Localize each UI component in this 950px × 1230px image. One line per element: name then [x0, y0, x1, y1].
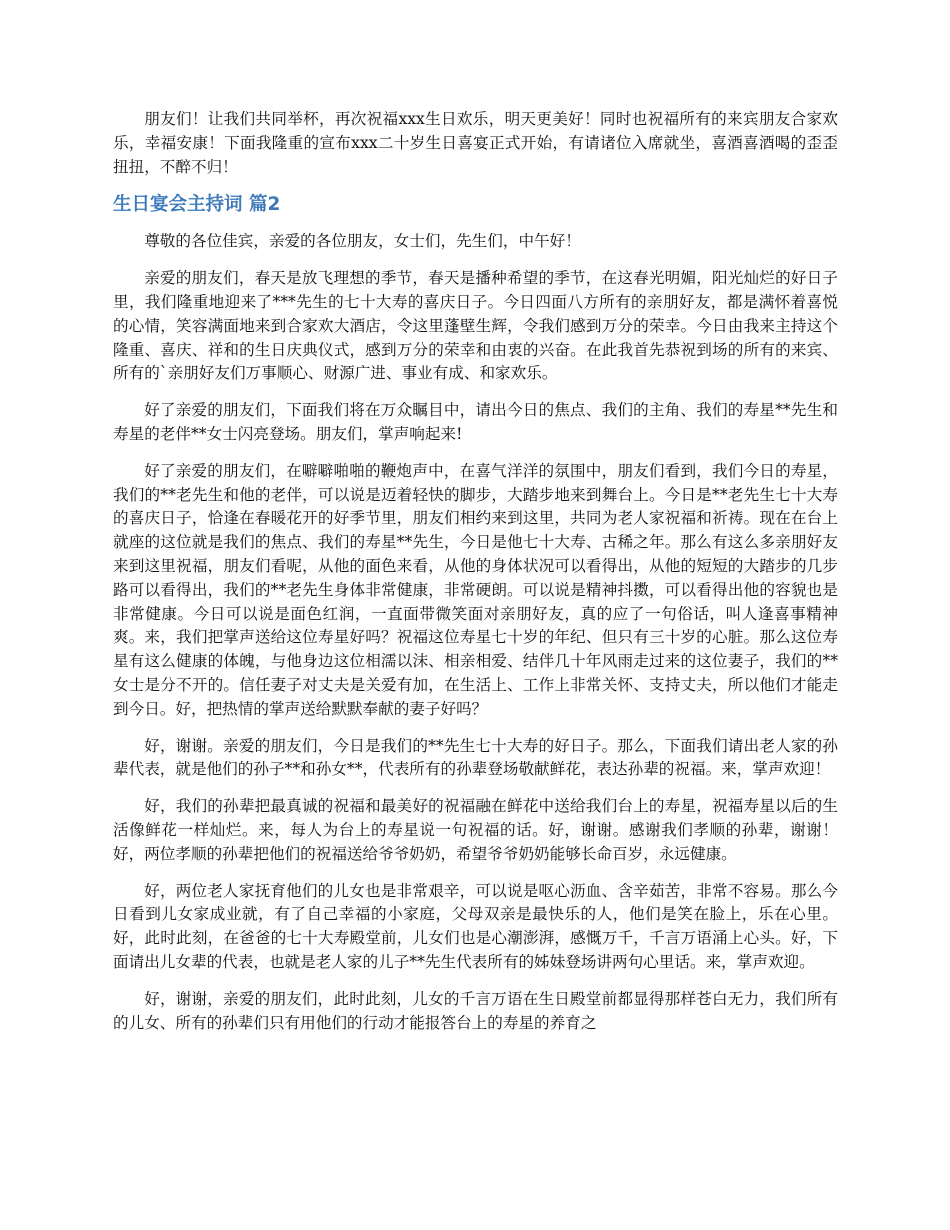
paragraph-closing: 好，谢谢，亲爱的朋友们，此时此刻，儿女的千言万语在生日殿堂前都显得那样苍白无力，我们所有的儿女、所有的孙辈们只有用他们的行动才能报答台上的寿星的养育之 — [113, 989, 838, 1032]
paragraph-introduce-guests: 好了亲爱的朋友们，下面我们将在万众瞩目中，请出今日的焦点、我们的主角、我们的寿星**先生和寿星的老伴**女士闪亮登场。朋友们，掌声响起来! — [113, 401, 838, 443]
paragraph-opening: 亲爱的朋友们，春天是放飞理想的季节，春天是播种希望的季节，在这春光明媚，阳光灿烂的好日子里，我们隆重地迎来了***先生的七十大寿的喜庆日子。今日四面八方所有的亲朋好友，都是满怀着喜悦的心情，笑容满面地来到合家欢大酒店，令这里蓬壁生辉，令我们感到万分的荣幸。今日由我来主持这个隆重、喜庆、祥和的生日庆典仪式，感到万分的荣幸和由衷的兴奋。在此我首先恭祝到场的所有的来宾、所有的`亲朋好友们万事顺心、财源广进、事业有成、和家欢乐。 — [113, 269, 838, 383]
document-body — [113, 108, 838, 1048]
paragraph-birthday-star: 好了亲爱的朋友们，在噼噼啪啪的鞭炮声中，在喜气洋洋的氛围中，朋友们看到，我们今日的寿星，我们的**老先生和他的老伴，可以说是迈着轻快的脚步，大踏步地来到舞台上。今日是**老先生七十大寿的喜庆日子，恰逢在春暖花开的好季节里，朋友们相约来到这里，共同为老人家祝福和祈祷。现在在台上就座的这位就是我们的焦点、我们的寿星**先生，今日是他七十大寿、古稀之年。那么有这么多亲朋好友来到这里祝福，朋友们看呢，从他的面色来看，从他的身体状况可以看得出，从他的短短的大踏步的几步路可以看得出，我们的**老先生身体非常健康，非常硬朗。可以说是精神抖擞，可以看得出他的容貌也是非常健康。今日可以说是面色红润，一直面带微笑面对亲朋好友，真的应了一句俗话，叫人逢喜事精神爽。来，我们把掌声送给这位寿星好吗？祝福这位寿星七十岁的年纪、但只有三十岁的心脏。那么这位寿星有这么健康的体魄，与他身边这位相濡以沫、相亲相爱、结伴几十年风雨走过来的这位妻子，我们的**女士是分不开的。信任妻子对丈夫是关爱有加，在生活上、工作上非常关怀、支持丈夫，所以他们才能走到今日。好，把热情的掌声送给默默奉献的妻子好吗？ — [113, 461, 838, 718]
section-heading: 生日宴会主持词 篇2 — [113, 194, 281, 216]
intro-paragraph: 朋友们！让我们共同举杯，再次祝福xxx生日欢乐，明天更美好！同时也祝福所有的来宾朋友合家欢乐，幸福安康！下面我隆重的宣布xxx二十岁生日喜宴正式开始，有请诸位入席就坐，喜酒喜酒喝的歪歪扭扭，不醉不归！ — [113, 110, 838, 176]
paragraph-grandchildren: 好，谢谢。亲爱的朋友们，今日是我们的**先生七十大寿的好日子。那么，下面我们请出老人家的孙辈代表，就是他们的孙子**和孙女**，代表所有的孙辈登场敬献鲜花，表达孙辈的祝福。来，掌声欢迎！ — [113, 736, 838, 779]
paragraph-greeting: 尊敬的各位佳宾，亲爱的各位朋友，女士们，先生们，中午好！ — [144, 232, 581, 251]
paragraph-grandchildren-blessing: 好，我们的孙辈把最真诚的祝福和最美好的祝福融在鲜花中送给我们台上的寿星，祝福寿星以后的生活像鲜花一样灿烂。来，每人为台上的寿星说一句祝福的话。好，谢谢。感谢我们孝顺的孙辈，谢谢！好，两位孝顺的孙辈把他们的祝福送给爷爷奶奶，希望爷爷奶奶能够长命百岁，永远健康。 — [113, 797, 838, 863]
paragraph-children: 好，两位老人家抚育他们的儿女也是非常艰辛，可以说是呕心沥血、含辛茹苦，非常不容易。那么今日看到儿女家成业就，有了自己幸福的小家庭，父母双亲是最快乐的人，他们是笑在脸上，乐在心里。好，此时此刻，在爸爸的七十大寿殿堂前，儿女们也是心潮澎湃，感慨万千，千言万语涌上心头。好，下面请出儿女辈的代表，也就是老人家的儿子**先生代表所有的姊妹登场讲两句心里话。来，掌声欢迎。 — [113, 881, 838, 971]
